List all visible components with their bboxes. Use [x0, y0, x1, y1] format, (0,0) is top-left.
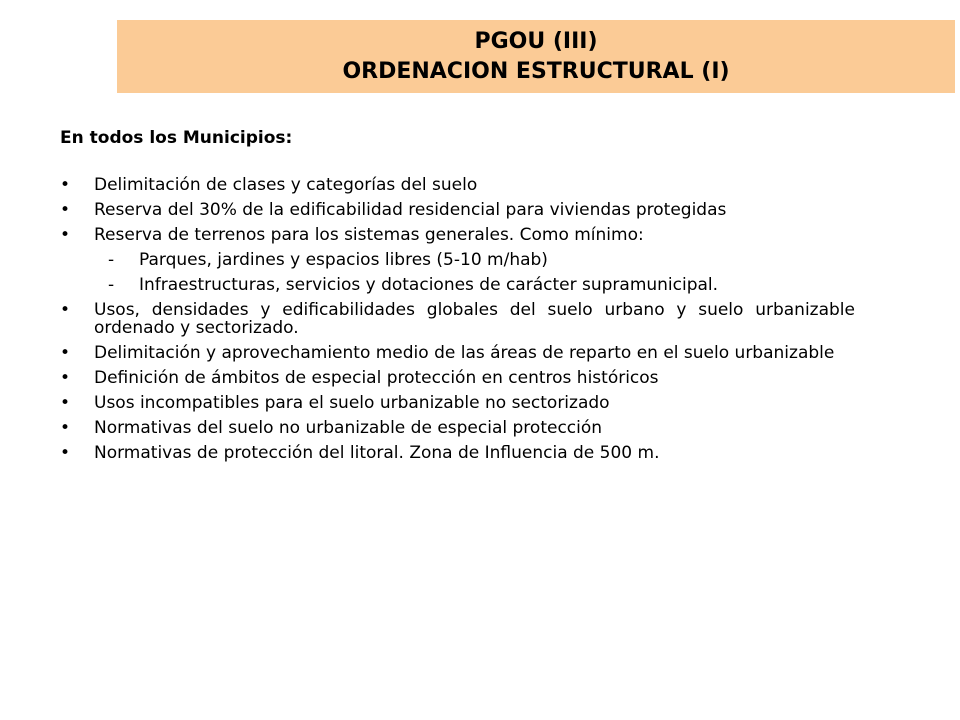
list-item [60, 444, 855, 462]
list-item [60, 344, 855, 362]
list-item-text: Usos incompatibles para el suelo urbanizable no sectorizado [94, 393, 610, 413]
intro-heading: En todos los Municipios: [60, 128, 293, 148]
list-item-text: Usos, densidades y edificabilidades globales del suelo urbano y suelo urbanizable ordenado y sectorizado. [94, 300, 855, 338]
bullet-icon: • [60, 343, 71, 363]
bullet-icon: • [60, 418, 71, 438]
bullet-icon: • [60, 368, 71, 388]
list-item [60, 394, 855, 412]
title-line-2: ORDENACION ESTRUCTURAL (I) [342, 58, 730, 84]
list-item [60, 201, 855, 219]
title-banner [117, 20, 955, 93]
list-item-text: Normativas del suelo no urbanizable de especial protección [94, 418, 603, 438]
dash-icon: - [108, 275, 115, 295]
list-item-text: Definición de ámbitos de especial protección en centros históricos [94, 368, 659, 388]
list-item [60, 369, 855, 387]
bullet-list [60, 176, 855, 462]
dash-icon: - [108, 250, 115, 270]
list-item [60, 176, 855, 194]
bullet-icon: • [60, 393, 71, 413]
list-item [60, 301, 855, 337]
list-item [60, 419, 855, 437]
sub-list-item [94, 276, 855, 294]
list-item [60, 226, 855, 294]
list-item-text: Normativas de protección del litoral. Zona de Influencia de 500 m. [94, 443, 660, 463]
list-item-text: Reserva de terrenos para los sistemas generales. Como mínimo: [94, 225, 644, 245]
bullet-icon: • [60, 300, 71, 320]
sub-list-item [94, 251, 855, 269]
bullet-icon: • [60, 200, 71, 220]
sub-list-item-text: Infraestructuras, servicios y dotaciones de carácter supramunicipal. [139, 275, 719, 295]
sub-list-item-text: Parques, jardines y espacios libres (5-10 m/hab) [139, 250, 548, 270]
bullet-icon: • [60, 443, 71, 463]
bullet-icon: • [60, 175, 71, 195]
list-item-text: Reserva del 30% de la edificabilidad residencial para viviendas protegidas [94, 200, 727, 220]
sub-list [94, 251, 855, 294]
list-item-text: Delimitación y aprovechamiento medio de las áreas de reparto en el suelo urbanizable [94, 343, 835, 363]
bullet-icon: • [60, 225, 71, 245]
slide-content [60, 126, 855, 469]
list-item-text: Delimitación de clases y categorías del suelo [94, 175, 478, 195]
title-line-1: PGOU (III) [474, 28, 598, 54]
